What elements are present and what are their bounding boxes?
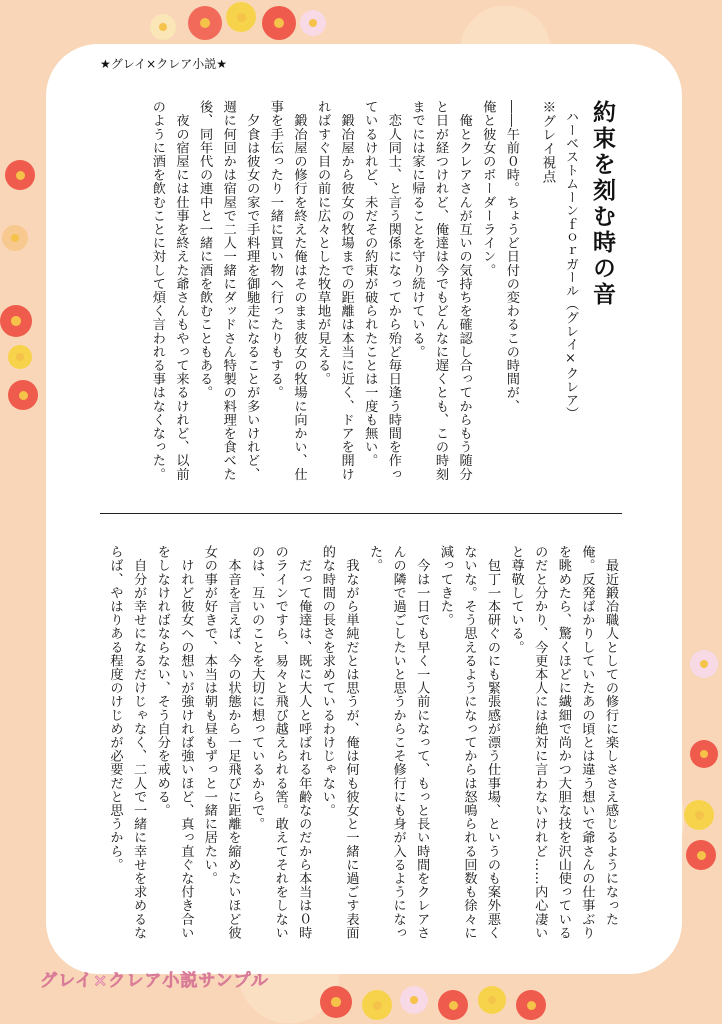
flower-decoration	[300, 10, 326, 36]
flower-decoration	[686, 840, 716, 870]
flower-decoration	[516, 990, 546, 1020]
paragraph: 鍛冶屋から彼女の牧場までの距離は本当に近く、ドアを開ければすぐ目の前に広々とした牧草地が見える。	[315, 100, 354, 481]
header-label: ★グレイ×クレア小説★	[100, 57, 227, 71]
paragraph: 今は一日でも早く一人前になって、もっと長い時間をクレアさんの隣で過ごしたいと思うからこそ修行にも身が入るようになった。	[367, 545, 430, 940]
paragraph: だって俺達は、既に大人と呼ばれる年齢なのだから本当は０時のラインですら、易々と飛び越えられる筈。敢えてそれをしないのは、互いのことを大切に想っているからで。	[249, 545, 312, 940]
paragraph: 俺とクレアさんが互いの気持ちを確認し合ってからもう随分と日が経つけれど、俺達は今でもどんなに遅くとも、この時刻までには家に帰ることを守り続けている。	[409, 100, 472, 481]
paragraph: 最近鍛冶職人としての修行に楽しささえ感じるようになった俺。反発ばかりしていたあの頃とは違う想いで爺さんの仕事ぶりを眺めたら、驚くほどに繊細で尚かつ大胆な技を沢山使っているのだと分かり、今更本人には絶対に言わないけれど……内心凄いと尊敬している。	[508, 545, 618, 940]
flower-decoration	[262, 6, 296, 40]
flower-decoration	[2, 225, 28, 251]
paragraph: ――午前０時。ちょうど日付の変わるこの時間が、	[503, 100, 519, 413]
story-top-section	[92, 100, 622, 490]
flower-decoration	[438, 990, 468, 1020]
story-subtitle: ハーベストムーンｆｏｒガール（グレイ×クレア）	[563, 110, 578, 421]
flower-decoration	[362, 990, 392, 1020]
flower-decoration	[320, 986, 352, 1018]
paragraph: 自分が幸せになるだけじゃなく、二人で一緒に幸せを求めるならば、やはりある程度のけじめが必要だと思うから。	[107, 545, 147, 940]
paragraph: 鍛冶屋の修行を終えた俺はそのまま彼女の牧場に向かい、仕事を手伝ったり一緒に買い物へ行ったりもする。	[267, 100, 307, 481]
story-bottom-section	[92, 545, 622, 940]
paragraph: けれど彼女への想いが強ければ強いほど、真っ直ぐな付き合いをしなければならない、そう自分を戒める。	[154, 545, 194, 940]
flower-decoration	[478, 986, 506, 1014]
section-divider	[100, 513, 622, 514]
flower-decoration	[8, 380, 38, 410]
paragraph: 夜の宿屋には仕事を終えた爺さんもやって来るけれど、以前のように酒を飲むことに対して煩く言われる事はなくなった。	[149, 100, 189, 481]
paragraph: 包丁一本研ぐのにも緊張感が漂う仕事場、というのも案外悪くないな。そう思えるようになってからは怒鳴られる回数も徐々に減ってきた。	[437, 545, 501, 940]
flower-decoration	[690, 650, 718, 678]
paragraph: 俺と彼女のボーダーライン。	[480, 100, 496, 277]
flower-decoration	[684, 800, 714, 830]
paragraph: 恋人同士、と言う関係になってから殆ど毎日逢う時間を作っているけれど、未だその約束が破られたことは一度も無い。	[362, 100, 401, 481]
flower-decoration	[400, 986, 428, 1014]
flower-decoration	[0, 305, 32, 337]
flower-decoration	[150, 14, 176, 40]
flower-decoration	[5, 160, 35, 190]
flower-decoration	[188, 6, 222, 40]
story-title: 約束を刻む時の音	[589, 100, 616, 308]
paragraph: 夕食は彼女の家で手料理を御馳走になることが多いけれど、週に何回かは宿屋で二人一緒にダッドさん特製の料理を食べた後、同年代の連中と一緒に酒を飲むこともある。	[197, 100, 260, 481]
pov-note: ※グレイ視点	[539, 100, 556, 184]
flower-decoration	[226, 2, 256, 32]
flower-decoration	[690, 740, 718, 768]
paragraph: 我ながら単純だとは思うが、俺は何も彼女と一緒に過ごす表面的な時間の長さを求めているわけじゃない。	[319, 545, 359, 940]
flower-decoration	[8, 345, 32, 369]
footer-label: グレイ×クレア小説サンプル	[40, 971, 269, 991]
spacer	[523, 100, 535, 490]
paragraph: 本音を言えば、今の状態から一足飛びに距離を縮めたいほど彼女の事が好きで、本当は朝も昼もずっと一緒に居たい。	[201, 545, 241, 940]
